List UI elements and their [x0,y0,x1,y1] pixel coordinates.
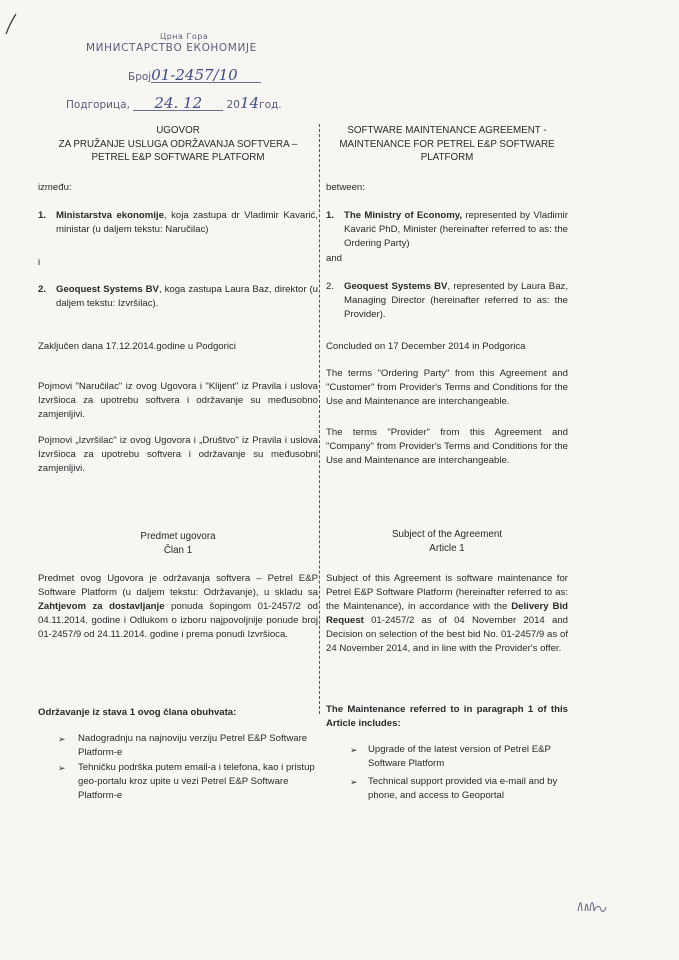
arrow-bullet-icon: ➢ [350,745,358,755]
left-article-heading [38,530,318,557]
right-terms1: The terms "Ordering Party" from this Agreement and "Customer" from Provider's Terms and Conditions for the Use and Maintenance are interchangeable. [326,368,568,408]
list-item: ➢ Nadogradnju na najnoviju verziju Petrel E&P Software Platform-e [58,733,308,759]
left-terms1: Pojmovi "Naručilac" iz ovog Ugovora i "Klijent" iz Pravila i uslova Izvršioca za upotrebu softvera i održavanje su međusobno zamjenljivi. [38,381,318,421]
right-article-number: Article 1 [429,542,465,554]
right-concluded: Concluded on 17 December 2014 in Podgorica [326,341,526,352]
arrow-bullet-icon: ➢ [58,763,66,774]
stamp-date [66,96,282,112]
right-party2: 2. Geoquest Systems BV, represented by Laura Baz, Managing Director (hereinafter referred to as: the Provider). [326,281,568,321]
initials-signature-icon [575,895,609,917]
right-and: and [326,253,343,264]
left-bullet-list [38,732,318,803]
right-paragraph-1: Subject of this Agreement is software maintenance for Petrel E&P Software Platform (hereinafter referred to as: the Maintenance), in accordance with the Delivery Bid Request 01-2457/2 as of 04 November 2014 and Decision on selection of the best bid No. 01-2457/9 as of 24 November 2014, and in line with the Provider's offer. [326,573,568,655]
left-article-number: Član 1 [163,544,193,556]
left-subject-title: Predmet ugovora [140,531,216,542]
left-between: između: [38,182,72,193]
right-subject-title: Subject of the Agreement [391,529,502,540]
stamp-ministry: МИНИСТАРСТВО ЕКОНОМИЈЕ [86,42,257,54]
stamp-number-value: 01-2457/10 [151,68,261,83]
left-title: UGOVOR ZA PRUŽANJE USLUGA ODRŽAVANJA SOFTVERA – PETREL E&P SOFTWARE PLATFORM [58,125,298,163]
right-between: between: [326,182,365,193]
left-paragraph-1: Predmet ovog Ugovora je održavanja softvera – Petrel E&P Software Platform (u daljem tekstu: Održavanje), u skladu sa Zahtjevom za dostavljanje ponuda šopingom 01-2457/2 od 04.11.2014. godine i Odlukom o izboru najpovoljnije ponude broj 01-2457/9 od 24.11.2014. godine i prema ponudi Izvršioca. [38,573,318,641]
right-includes: The Maintenance referred to in paragraph 1 of this Article includes: [326,704,568,730]
list-item: ➢ Tehničku podrška putem email-a i telefona, kao i pristup geo-portalu kroz upite u vezi Petrel E&P Software Platform-e [58,762,315,802]
left-party1: 1. Ministarstva ekonomije, koja zastupa dr Vladimir Kavarić, ministar (u daljem tekstu: Naručilac) [38,210,319,236]
right-terms2: The terms "Provider" from this Agreement and "Company" from Provider's Terms and Conditions for the Use and Maintenance are interchangeable. [326,427,568,467]
stamp-city-label: Подгорица, [66,99,130,111]
left-party2: 2. Geoquest Systems BV, koga zastupa Laura Baz, direktor (u daljem tekstu: Izvršilac). [38,284,318,310]
stamp-country: Црна Гора [160,32,209,41]
stamp-year-suffix: 14 [240,94,260,112]
left-terms2: Pojmovi „Izvršilac" iz ovog Ugovora i „Društvo" iz Pravila i uslova Izvršioca za upotrebu softvera i održavanje su međusobni zamjenljivi. [38,435,318,475]
list-item: ➢ Technical support provided via e-mail and by phone, and access to Geoportal [350,776,558,802]
stamp-date-value: 24. 12 [133,96,223,111]
left-party2-name: Geoquest Systems BV [56,284,159,295]
stamp-year-prefix: 20 [226,99,240,111]
left-and: i [38,257,41,268]
arrow-bullet-icon: ➢ [58,734,66,744]
right-bullet-list [326,743,568,803]
pen-mark-icon [4,12,18,36]
stamp-year-label: год. [259,99,282,111]
column-divider [319,124,320,714]
right-article-heading [326,528,568,555]
list-item: ➢ Upgrade of the latest version of Petrel E&P Software Platform [350,744,551,770]
right-party1: 1. The Ministry of Economy, represented by Vladimir Kavarić PhD, Minister (hereinafter referred to as: the Ordering Party) [326,210,569,250]
stamp-number [128,68,261,84]
stamp-number-label: Број [128,71,152,83]
arrow-bullet-icon: ➢ [350,777,358,788]
left-concluded: Zaključen dana 17.12.2014.godine u Podgorici [38,341,236,352]
right-title: SOFTWARE MAINTENANCE AGREEMENT - MAINTENANCE FOR PETREL E&P SOFTWARE PLATFORM [339,125,555,163]
right-party1-name: The Ministry of Economy, [344,210,463,221]
left-includes: Održavanje iz stava 1 ovog člana obuhvata: [38,707,237,718]
left-party1-name: Ministarstva ekonomije [56,210,164,221]
right-party2-name: Geoquest Systems BV [344,281,448,292]
